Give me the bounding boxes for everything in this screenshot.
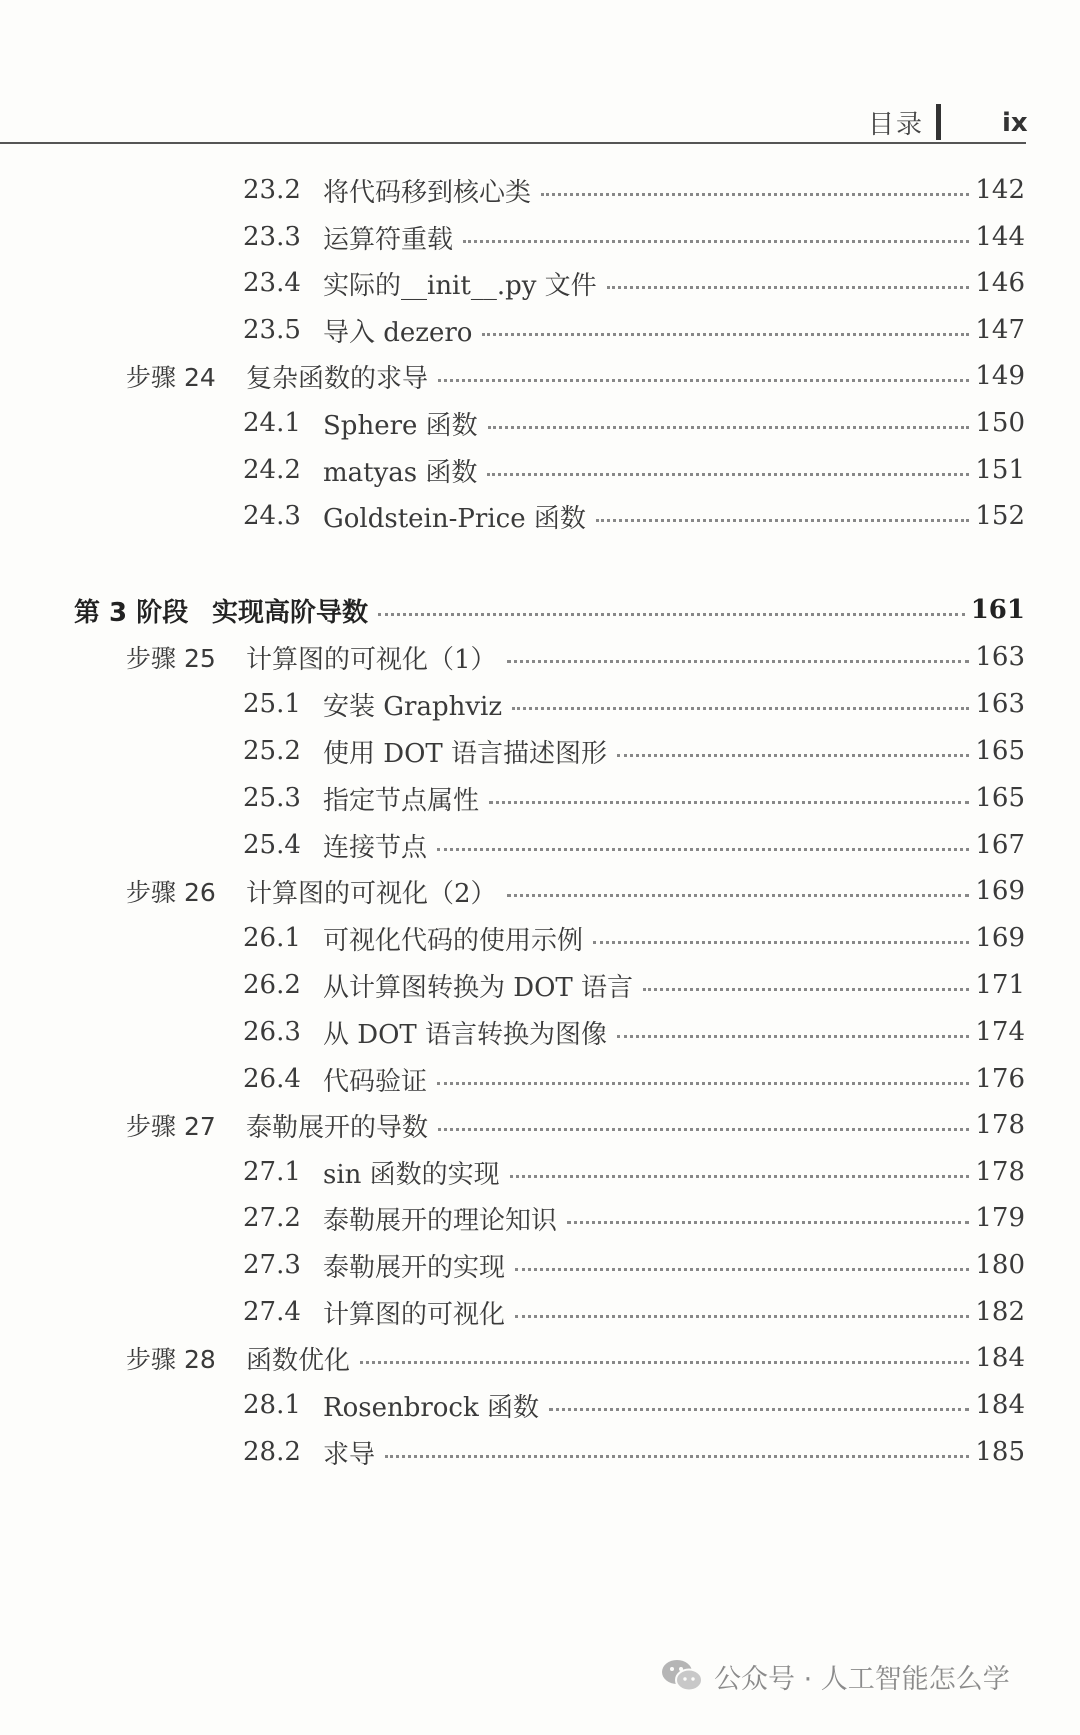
- toc-section-entry: [243, 496, 1025, 536]
- dot-leader: [482, 331, 969, 336]
- entry-title: 使用 DOT 语言描述图形: [323, 738, 608, 769]
- entry-page-number: 169: [975, 923, 1025, 953]
- dot-leader: [515, 1313, 969, 1318]
- entry-title: 实现高阶导数: [212, 597, 369, 628]
- entry-number: 27.3: [243, 1250, 301, 1280]
- entry-number: 26.2: [243, 970, 301, 1000]
- dot-leader: [437, 1080, 969, 1085]
- header-rule: [0, 142, 1026, 144]
- entry-title: 泰勒展开的实现: [323, 1252, 506, 1283]
- toc-section-entry: [243, 918, 1025, 958]
- dot-leader: [510, 1173, 970, 1178]
- entry-page-number: 150: [975, 408, 1025, 438]
- toc-section-entry: [243, 1012, 1025, 1052]
- entry-page-number: 169: [975, 876, 1025, 906]
- entry-number: 23.4: [243, 268, 301, 298]
- entry-title: 函数优化: [246, 1345, 351, 1376]
- entry-number: 25.1: [243, 689, 301, 719]
- entry-number: 26.1: [243, 923, 301, 953]
- header-title: 目录: [868, 110, 925, 140]
- entry-title: Goldstein-Price 函数: [323, 503, 586, 534]
- entry-title: 指定节点属性: [323, 785, 480, 816]
- entry-page-number: 185: [975, 1437, 1025, 1467]
- entry-page-number: 174: [975, 1017, 1025, 1047]
- entry-number: 23.5: [243, 315, 301, 345]
- dot-leader: [507, 658, 970, 663]
- entry-page-number: 184: [975, 1390, 1025, 1420]
- entry-title: 泰勒展开的理论知识: [323, 1205, 558, 1236]
- entry-number: 23.3: [243, 222, 301, 252]
- entry-page-number: 163: [975, 689, 1025, 719]
- dot-leader: [378, 611, 965, 616]
- entry-number: 27.4: [243, 1297, 301, 1327]
- dot-leader: [463, 238, 969, 243]
- entry-page-number: 180: [975, 1250, 1025, 1280]
- entry-title: Rosenbrock 函数: [323, 1392, 540, 1423]
- toc-section-entry: [243, 450, 1025, 490]
- entry-number: 25.3: [243, 783, 301, 813]
- entry-page-number: 151: [975, 455, 1025, 485]
- entry-number: 步骤 28: [126, 1345, 216, 1374]
- dot-leader: [507, 892, 970, 897]
- toc-section-entry: [243, 965, 1025, 1005]
- entry-page-number: 146: [975, 268, 1025, 298]
- toc-section-entry: [243, 403, 1025, 443]
- entry-title: 将代码移到核心类: [323, 177, 532, 208]
- toc-section-entry: [243, 1385, 1025, 1425]
- entry-title: 复杂函数的求导: [246, 363, 429, 394]
- dot-leader: [617, 1033, 969, 1038]
- dot-leader: [437, 846, 969, 851]
- entry-number: 27.1: [243, 1157, 301, 1187]
- entry-title: 可视化代码的使用示例: [323, 925, 584, 956]
- entry-number: 26.3: [243, 1017, 301, 1047]
- wechat-icon: [660, 1657, 704, 1695]
- entry-number: 28.1: [243, 1390, 301, 1420]
- entry-title: 代码验证: [323, 1066, 428, 1097]
- toc-section-entry: [243, 1198, 1025, 1238]
- toc-section-entry: [243, 217, 1025, 257]
- dot-leader: [438, 377, 969, 382]
- dot-leader: [617, 752, 969, 757]
- entry-number: 步骤 26: [126, 878, 216, 907]
- toc-step-entry: [126, 1338, 1025, 1378]
- dot-leader: [385, 1453, 969, 1458]
- toc-step-entry: [126, 356, 1025, 396]
- entry-title: 运算符重载: [323, 224, 454, 255]
- toc-step-entry: [126, 1105, 1025, 1145]
- entry-title: 从 DOT 语言转换为图像: [323, 1019, 608, 1050]
- entry-page-number: 163: [975, 642, 1025, 672]
- dot-leader: [489, 799, 969, 804]
- entry-number: 步骤 27: [126, 1112, 216, 1141]
- dot-leader: [360, 1359, 969, 1364]
- dot-leader: [593, 939, 969, 944]
- toc-section-entry: [243, 1432, 1025, 1472]
- page-header: [0, 0, 1080, 146]
- entry-number: 26.4: [243, 1064, 301, 1094]
- toc-part-entry: [74, 590, 1025, 630]
- entry-number: 28.2: [243, 1437, 301, 1467]
- entry-number: 25.2: [243, 736, 301, 766]
- toc-section-entry: [243, 310, 1025, 350]
- entry-page-number: 147: [975, 315, 1025, 345]
- entry-page-number: 161: [970, 595, 1025, 625]
- dot-leader: [541, 191, 969, 196]
- entry-title: 实际的__init__.py 文件: [323, 270, 597, 301]
- entry-page-number: 149: [975, 361, 1025, 391]
- entry-title: Sphere 函数: [323, 410, 478, 441]
- dot-leader: [643, 986, 969, 991]
- entry-page-number: 184: [975, 1343, 1025, 1373]
- dot-leader: [607, 284, 970, 289]
- entry-page-number: 178: [975, 1110, 1025, 1140]
- entry-title: 计算图的可视化: [323, 1299, 506, 1330]
- entry-number: 25.4: [243, 830, 301, 860]
- dot-leader: [512, 705, 969, 710]
- toc-section-entry: [243, 1059, 1025, 1099]
- entry-title: matyas 函数: [323, 457, 478, 488]
- entry-number: 24.1: [243, 408, 301, 438]
- entry-title: 计算图的可视化（2）: [246, 878, 497, 909]
- entry-page-number: 176: [975, 1064, 1025, 1094]
- dot-leader: [488, 424, 970, 429]
- toc-section-entry: [243, 731, 1025, 771]
- entry-page-number: 142: [975, 175, 1025, 205]
- toc-section-entry: [243, 263, 1025, 303]
- entry-title: 计算图的可视化（1）: [246, 644, 497, 675]
- entry-title: 求导: [323, 1439, 376, 1470]
- entry-number: 第 3 阶段: [74, 597, 189, 628]
- entry-page-number: 144: [975, 222, 1025, 252]
- entry-title: 泰勒展开的导数: [246, 1112, 429, 1143]
- toc-section-entry: [243, 825, 1025, 865]
- toc-section-entry: [243, 1152, 1025, 1192]
- entry-page-number: 165: [975, 736, 1025, 766]
- entry-page-number: 182: [975, 1297, 1025, 1327]
- entry-number: 24.3: [243, 501, 301, 531]
- toc-section-entry: [243, 1245, 1025, 1285]
- entry-title: 安装 Graphviz: [323, 691, 503, 722]
- dot-leader: [438, 1126, 969, 1131]
- dot-leader: [567, 1219, 969, 1224]
- toc-section-entry: [243, 778, 1025, 818]
- entry-page-number: 179: [975, 1203, 1025, 1233]
- entry-title: sin 函数的实现: [323, 1159, 500, 1190]
- toc-section-entry: [243, 684, 1025, 724]
- dot-leader: [549, 1406, 969, 1411]
- entry-page-number: 178: [975, 1157, 1025, 1187]
- entry-number: 23.2: [243, 175, 301, 205]
- toc-section-entry: [243, 170, 1025, 210]
- entry-number: 27.2: [243, 1203, 301, 1233]
- dot-leader: [487, 471, 969, 476]
- toc-section-entry: [243, 1292, 1025, 1332]
- entry-page-number: 165: [975, 783, 1025, 813]
- entry-number: 步骤 24: [126, 363, 216, 392]
- toc-step-entry: [126, 871, 1025, 911]
- header-page-number: ix: [1002, 108, 1028, 138]
- entry-title: 从计算图转换为 DOT 语言: [323, 972, 634, 1003]
- entry-page-number: 167: [975, 830, 1025, 860]
- entry-number: 步骤 25: [126, 644, 216, 673]
- entry-page-number: 171: [975, 970, 1025, 1000]
- entry-title: 连接节点: [323, 832, 428, 863]
- dot-leader: [596, 517, 970, 522]
- header-divider: [936, 104, 941, 140]
- entry-number: 24.2: [243, 455, 301, 485]
- entry-page-number: 152: [975, 501, 1025, 531]
- watermark-text: 公众号 · 人工智能怎么学: [714, 1663, 1010, 1695]
- toc-step-entry: [126, 637, 1025, 677]
- watermark: [660, 1654, 1010, 1698]
- dot-leader: [515, 1266, 969, 1271]
- entry-title: 导入 dezero: [323, 317, 473, 348]
